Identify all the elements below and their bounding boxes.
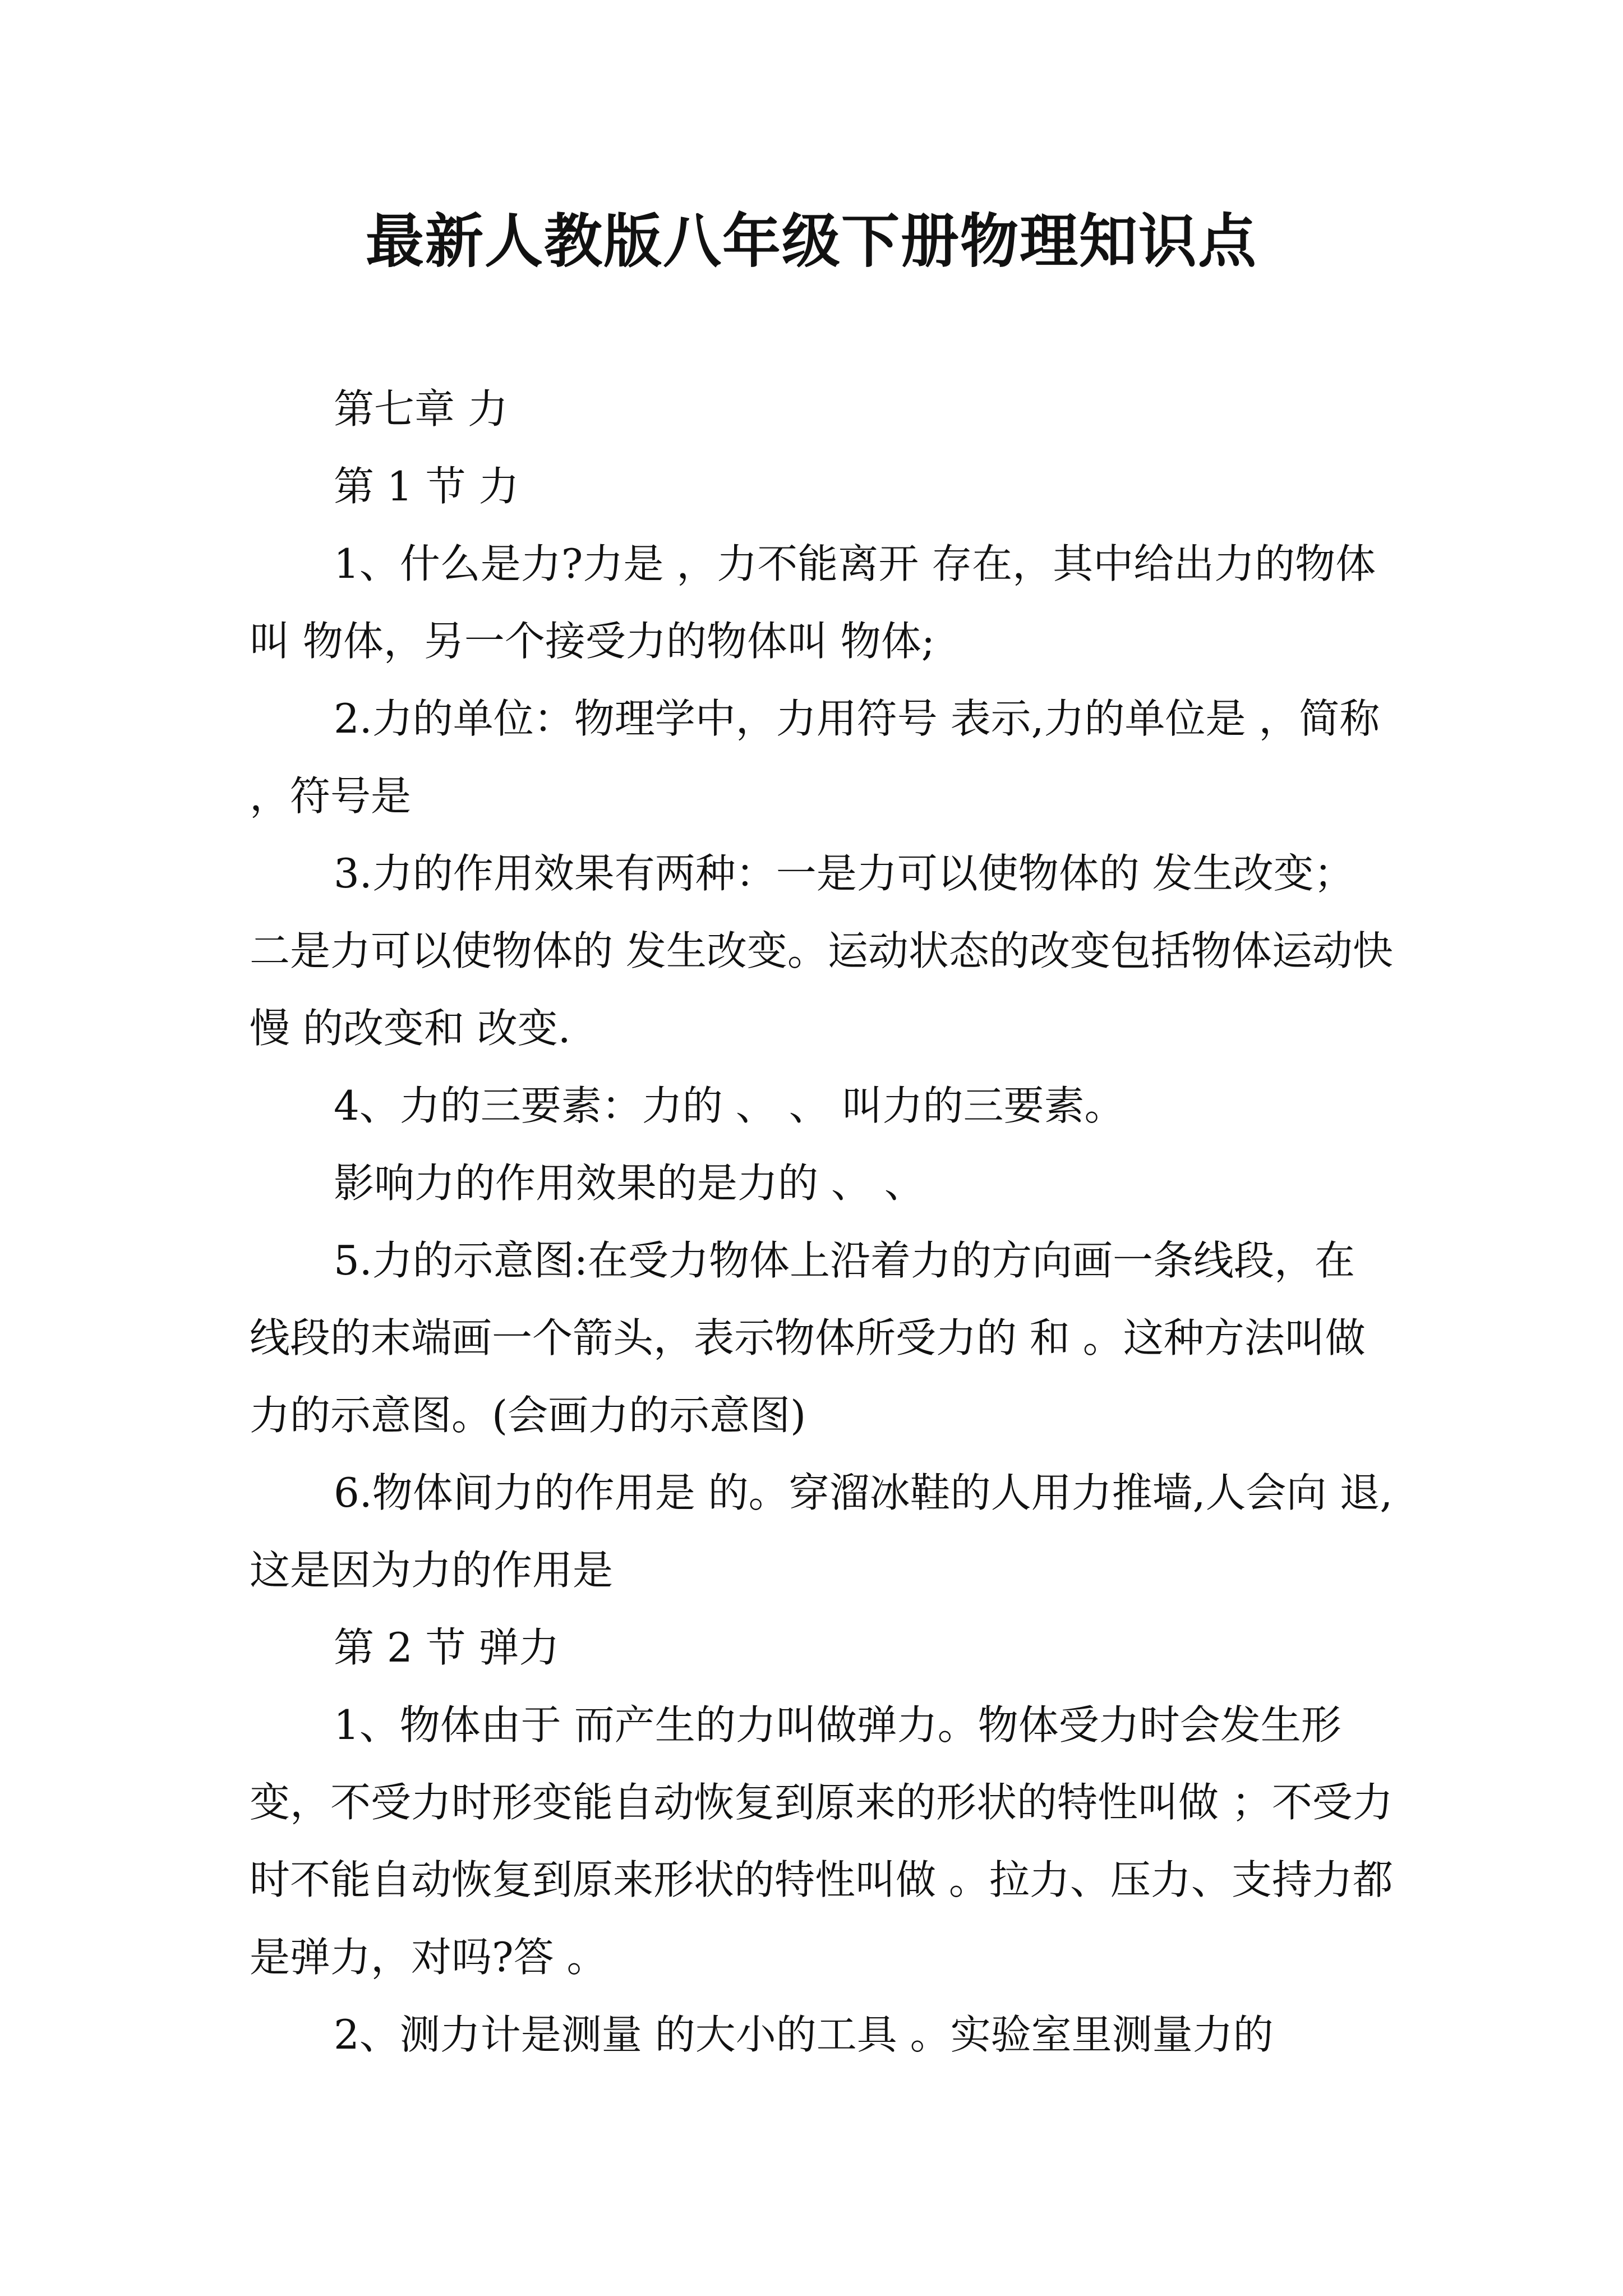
chapter-heading: 第七章 力 bbox=[334, 385, 508, 432]
paragraph: 2.力的单位：物理学中，力用符号 表示,力的单位是 ，简称 ，符号是 bbox=[250, 695, 1380, 820]
paragraph: 影响力的作用效果的是力的 、 、 bbox=[334, 1159, 925, 1207]
paragraph: 2、测力计是测量 的大小的工具 。实验室里测量力的 bbox=[334, 2011, 1274, 2058]
paragraph: 6.物体间力的作用是 的。穿溜冰鞋的人用力推墙,人会向 退,这是因为力的作用是 bbox=[250, 1469, 1393, 1594]
section-heading: 第 2 节 弹力 bbox=[334, 1624, 560, 1671]
section-heading: 第 1 节 力 bbox=[334, 463, 519, 510]
paragraph: 5.力的示意图:在受力物体上沿着力的方向画一条线段，在线段的末端画一个箭头，表示物体所受力的 和 。这种方法叫做力的示意图。(会画力的示意图) bbox=[250, 1237, 1366, 1439]
document-body bbox=[250, 370, 1394, 2073]
document-title: 最新人教版八年级下册物理知识点 bbox=[365, 207, 1257, 275]
paragraph: 4、力的三要素：力的 、 、 叫力的三要素。 bbox=[334, 1082, 1125, 1129]
paragraph: 3.力的作用效果有两种：一是力可以使物体的 发生改变；二是力可以使物体的 发生改变。运动状态的改变包括物体运动快慢 的改变和 改变. bbox=[250, 850, 1393, 1052]
paragraph: 1、什么是力?力是 ，力不能离开 存在，其中给出力的物体叫 物体，另一个接受力的物体叫 物体; bbox=[250, 540, 1376, 665]
paragraph: 1、物体由于 而产生的力叫做弹力。物体受力时会发生形变，不受力时形变能自动恢复到原来的形状的特性叫做 ；不受力时不能自动恢复到原来形状的特性叫做 。拉力、压力、支持力都是弹力，对吗?答 。 bbox=[250, 1701, 1393, 1981]
